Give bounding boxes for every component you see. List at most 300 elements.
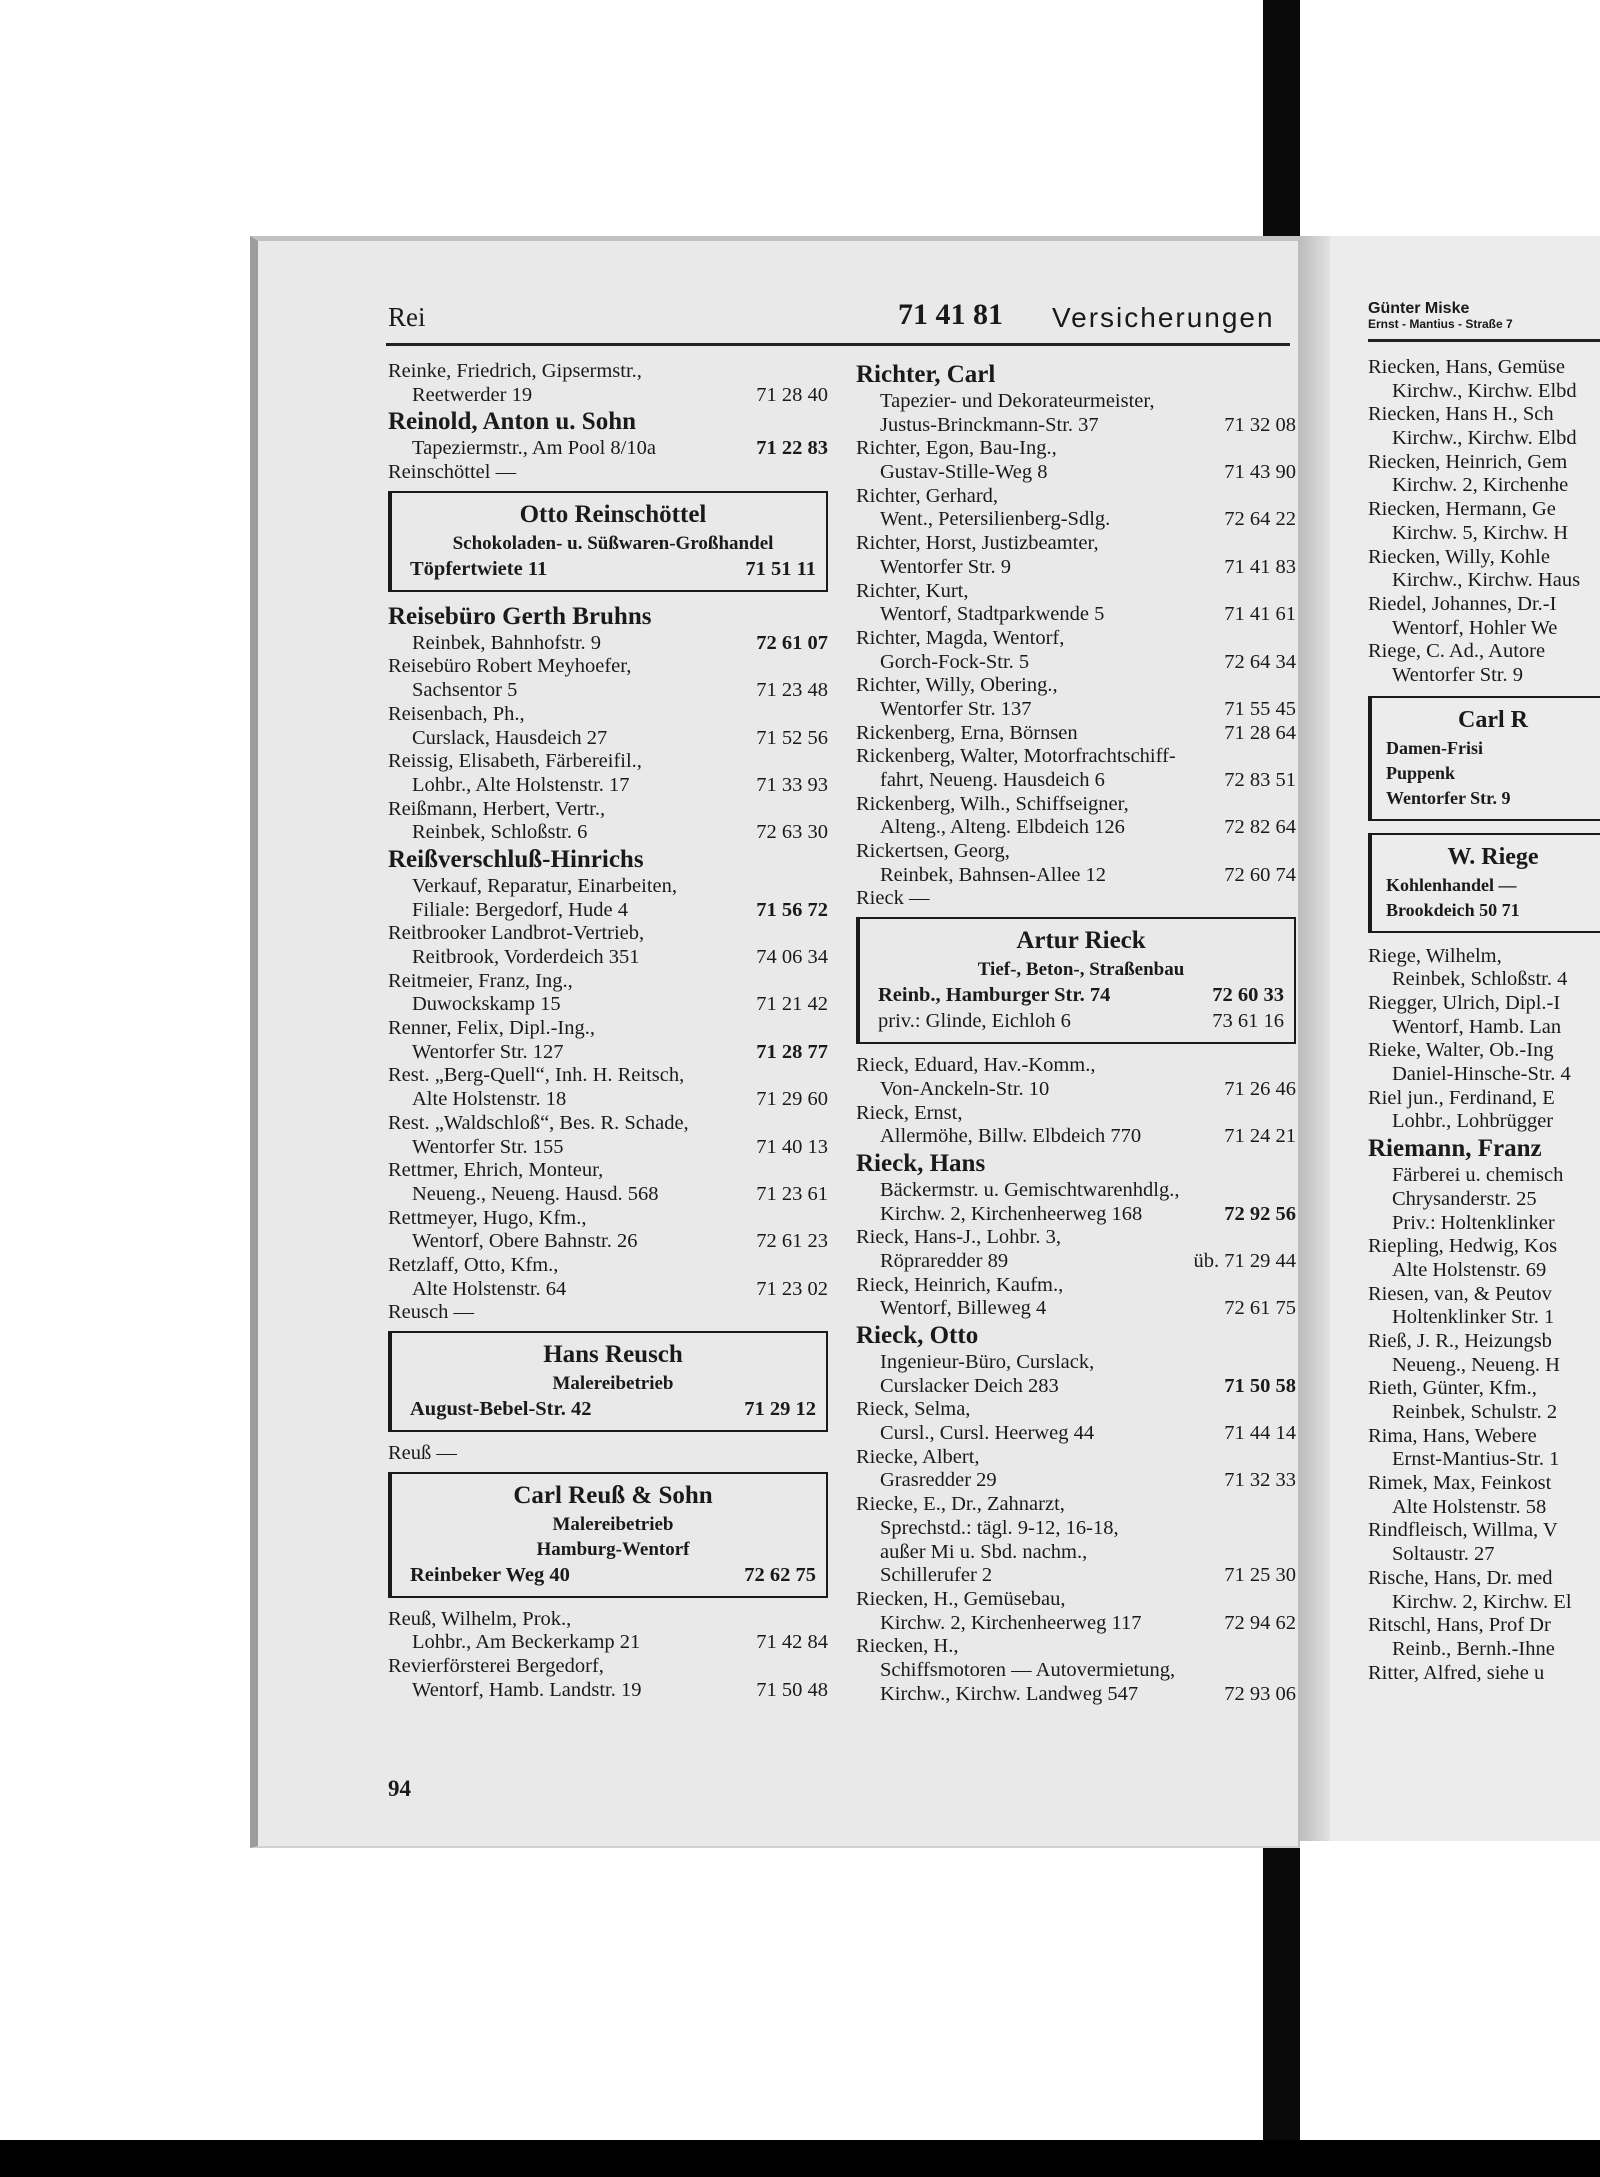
listing-line — [388, 1230, 828, 1254]
phone-number: 71 56 72 — [756, 898, 828, 921]
listing-text: Kirchw., Kirchw. Haus — [1392, 569, 1581, 592]
scan-border — [0, 2140, 1600, 2177]
listing-text: Riecken, Hermann, Ge — [1368, 498, 1556, 521]
listing-name: Rieck, Otto — [856, 1322, 979, 1349]
directory-entry — [388, 1442, 828, 1466]
listing-text: Grasredder 29 — [880, 1469, 997, 1492]
header-title: Versicherungen — [1052, 302, 1275, 333]
listing-text: Kirchw. 2, Kirchw. El — [1392, 1590, 1572, 1613]
listing-line — [388, 821, 828, 845]
listing-line — [856, 816, 1296, 840]
listing-line — [856, 508, 1296, 532]
listing-text: Rieth, Günter, Kfm., — [1368, 1377, 1537, 1400]
ad-phone: 71 51 11 — [745, 557, 816, 580]
ad-phone: 73 61 16 — [1212, 1010, 1284, 1033]
listing-text: Reisebüro Robert Meyhoefer, — [388, 655, 632, 678]
phone-number: 72 92 56 — [1224, 1202, 1296, 1225]
listing-text: Kirchw., Kirchw. Elbd — [1392, 379, 1577, 402]
directory-entry — [856, 1588, 1296, 1635]
listing-text: Justus-Brinckmann-Str. 37 — [880, 413, 1099, 436]
listing-line — [388, 1088, 828, 1112]
listing-text: Ernst-Mantius-Str. 1 — [1392, 1448, 1560, 1471]
advertisement-box — [388, 1331, 828, 1432]
directory-entry — [856, 1226, 1296, 1273]
ad-name: Carl R — [1458, 706, 1528, 733]
right-ad-carl — [1368, 696, 1600, 821]
phone-number: 71 28 40 — [756, 383, 828, 406]
phone-number: 71 33 93 — [756, 773, 828, 796]
listing-text: Cursl., Cursl. Heerweg 44 — [880, 1422, 1095, 1445]
page-gutter — [1300, 236, 1330, 1841]
listing-line — [856, 461, 1296, 485]
listing-text: Revierförsterei Bergedorf, — [388, 1655, 604, 1678]
ad-address: Töpfertwiete 11 — [410, 557, 548, 580]
listing-text: Curslack, Hausdeich 27 — [412, 726, 608, 749]
ad-subtitle: Malereibetrieb — [552, 1513, 674, 1535]
listing-line — [856, 698, 1296, 722]
right-ad-riege — [1368, 833, 1600, 933]
listing-line — [856, 556, 1296, 580]
listing-text: Gustav-Stille-Weg 8 — [880, 461, 1048, 484]
listing-text: Gorch-Fock-Str. 5 — [880, 650, 1030, 673]
ad-contact-line — [410, 556, 816, 582]
ad-phone: 72 62 75 — [744, 1563, 816, 1586]
listing-text: Holtenklinker Str. 1 — [1392, 1306, 1555, 1329]
listing-text: Alteng., Alteng. Elbdeich 126 — [880, 816, 1125, 839]
listing-text: Reinb., Bernh.-Ihne — [1392, 1637, 1555, 1660]
phone-number: 71 42 84 — [756, 1631, 828, 1654]
listing-text: fahrt, Neueng. Hausdeich 6 — [880, 769, 1105, 791]
header-phone-number: 71 41 81 — [898, 298, 1003, 331]
phone-number: 71 24 21 — [1224, 1125, 1296, 1148]
listing-text: Ritter, Alfred, siehe u — [1368, 1661, 1545, 1684]
listing-text: Wentorfer Str. 137 — [880, 697, 1032, 720]
phone-number: 71 22 83 — [756, 437, 828, 460]
listing-text: Retzlaff, Otto, Kfm., — [388, 1253, 559, 1276]
directory-entry — [388, 922, 828, 969]
right-page-column — [1368, 300, 1600, 1685]
directory-entry — [856, 580, 1296, 627]
directory-entry — [388, 1112, 828, 1159]
phone-number: 71 41 83 — [1224, 555, 1296, 578]
right-header-address: Ernst - Mantius - Straße 7 — [1368, 317, 1513, 331]
phone-number: 71 29 60 — [756, 1088, 828, 1111]
phone-number: 71 44 14 — [1224, 1422, 1296, 1445]
listing-text: Riecken, Hans H., Sch — [1368, 403, 1554, 426]
listing-line — [388, 384, 828, 408]
ad-contact-line — [410, 1562, 816, 1588]
phone-number: 74 06 34 — [756, 946, 828, 968]
listing-text: außer Mi u. Sbd. nachm., — [880, 1540, 1088, 1563]
ad-contact-line — [878, 982, 1284, 1008]
listing-text: Röpraredder 89 — [880, 1249, 1009, 1272]
listing-text: Reinbek, Bahnsen-Allee 12 — [880, 863, 1107, 886]
phone-number: 72 94 62 — [1224, 1611, 1296, 1634]
listing-line — [856, 769, 1296, 793]
listing-text: Rest. „Waldschloß“, Bes. R. Schade, — [388, 1111, 689, 1134]
ad-name: Otto Reinschöttel — [519, 500, 707, 528]
directory-entry — [856, 840, 1296, 887]
directory-entry — [388, 798, 828, 845]
directory-entry — [388, 970, 828, 1017]
listing-text: Curslacker Deich 283 — [880, 1374, 1059, 1397]
listing-text: Von-Anckeln-Str. 10 — [880, 1077, 1050, 1100]
ad-subtitle: Puppenk — [1386, 762, 1456, 783]
listing-text: Rieck, Heinrich, Kaufm., — [856, 1273, 1064, 1296]
directory-entry — [856, 1274, 1296, 1321]
directory-entry — [856, 745, 1296, 792]
directory-entry — [388, 461, 828, 485]
directory-entry — [856, 674, 1296, 721]
listing-text: Kirchw. 2, Kirchenheerweg 168 — [880, 1202, 1143, 1225]
listing-text: Wentorf, Stadtparkwende 5 — [880, 603, 1105, 626]
listing-line — [856, 864, 1296, 888]
directory-entry — [388, 1608, 828, 1655]
listing-text: Wentorf, Billeweg 4 — [880, 1297, 1047, 1320]
ad-address: priv.: Glinde, Eichloh 6 — [878, 1010, 1071, 1033]
phone-number: 72 61 07 — [756, 631, 828, 654]
listing-line — [388, 1679, 828, 1703]
listing-text: Rickenberg, Walter, Motorfrachtschiff- — [856, 745, 1176, 768]
ad-name: W. Riege — [1447, 843, 1539, 870]
phone-number: 71 25 30 — [1224, 1564, 1296, 1587]
listing-text: Reissig, Elisabeth, Färbereifil., — [388, 750, 642, 773]
listing-text: Riesen, van, & Peutov — [1368, 1282, 1552, 1305]
listing-line — [388, 774, 828, 798]
ad-address: August-Bebel-Str. 42 — [410, 1398, 592, 1420]
listing-text: Daniel-Hinsche-Str. 4 — [1392, 1063, 1571, 1086]
directory-entry — [388, 360, 828, 407]
right-entries-top — [1368, 356, 1600, 688]
listing-line — [388, 899, 828, 923]
ad-contact-line — [410, 1396, 816, 1422]
listing-line — [856, 1612, 1296, 1636]
listing-text: Lohbr., Lohbrügger — [1392, 1110, 1554, 1133]
phone-number: 71 43 90 — [1224, 461, 1296, 484]
listing-text: Rieck — — [856, 887, 930, 910]
listing-text: Wentorfer Str. 9 — [1392, 663, 1523, 686]
listing-text: Reitbrooker Landbrot-Vertrieb, — [388, 922, 645, 945]
listing-text: Kirchw., Kirchw. Elbd — [1392, 427, 1577, 450]
directory-entry — [388, 1017, 828, 1064]
listing-text: Reinbek, Schloßstr. 4 — [1392, 968, 1568, 991]
listing-text: Reitbrook, Vorderdeich 351 — [412, 946, 640, 968]
listing-line — [856, 722, 1296, 746]
phone-number: 71 23 61 — [756, 1182, 828, 1205]
left-column — [388, 360, 828, 1702]
listing-line — [856, 1078, 1296, 1102]
listing-text: Wentorfer Str. 155 — [412, 1135, 564, 1158]
listing-line — [856, 603, 1296, 627]
phone-number: 71 28 77 — [756, 1040, 828, 1063]
ad-contact-line — [878, 1008, 1284, 1034]
phone-number: 71 23 02 — [756, 1277, 828, 1300]
listing-line — [388, 1631, 828, 1655]
directory-entry — [388, 1207, 828, 1254]
listing-text: Rickertsen, Georg, — [856, 840, 1010, 863]
listing-text: Riecken, Hans, Gemüse — [1368, 356, 1565, 378]
phone-number: 72 83 51 — [1224, 769, 1296, 791]
listing-line — [388, 1041, 828, 1065]
listing-text: Neueng., Neueng. H — [1392, 1353, 1560, 1376]
ad-subtitle: Wentorfer Str. 9 — [1386, 787, 1511, 808]
ad-name: Artur Rieck — [1016, 927, 1146, 955]
listing-text: Riel jun., Ferdinand, E — [1368, 1086, 1555, 1109]
directory-entry — [856, 532, 1296, 579]
listing-text: Kirchw. 2, Kirchenheerweg 117 — [880, 1611, 1142, 1634]
listing-text: Rickenberg, Wilh., Schiffseigner, — [856, 792, 1129, 815]
phone-number: üb. 71 29 44 — [1193, 1249, 1296, 1272]
directory-entry — [856, 1321, 1296, 1398]
listing-name: Reisebüro Gerth Bruhns — [388, 602, 652, 630]
directory-entry — [856, 1149, 1296, 1226]
listing-text: Renner, Felix, Dipl.-Ing., — [388, 1017, 595, 1040]
advertisement-box — [388, 491, 828, 592]
phone-number: 72 61 75 — [1224, 1297, 1296, 1320]
listing-text: Reitmeier, Franz, Ing., — [388, 969, 573, 992]
listing-line — [856, 1469, 1296, 1493]
ad-name: Carl Reuß & Sohn — [513, 1481, 713, 1509]
listing-text: Riecken, Heinrich, Gem — [1368, 450, 1568, 473]
listing-text: Riepling, Hedwig, Kos — [1368, 1235, 1558, 1258]
phone-number: 71 32 33 — [1224, 1469, 1296, 1492]
listing-line — [856, 1125, 1296, 1149]
directory-entry — [856, 1398, 1296, 1445]
listing-text: Richter, Willy, Obering., — [856, 674, 1058, 697]
phone-number: 71 50 58 — [1224, 1374, 1296, 1397]
listing-text: Wentorfer Str. 9 — [880, 555, 1011, 578]
listing-text: Wentorf, Obere Bahnstr. 26 — [412, 1230, 638, 1253]
listing-text: Richter, Kurt, — [856, 579, 969, 602]
listing-text: Riegger, Ulrich, Dipl.-I — [1368, 992, 1561, 1014]
ad-phone: 71 29 12 — [744, 1398, 816, 1420]
listing-text: Kirchw., Kirchw. Landweg 547 — [880, 1682, 1139, 1705]
listing-text: Wentorf, Hohler We — [1392, 616, 1558, 639]
listing-text: Riedel, Johannes, Dr.-I — [1368, 592, 1557, 615]
listing-text: Riege, C. Ad., Autore — [1368, 640, 1546, 663]
listing-line — [856, 1564, 1296, 1588]
listing-line — [388, 993, 828, 1017]
listing-text: Reisenbach, Ph., — [388, 702, 525, 725]
listing-text: Tapeziermstr., Am Pool 8/10a — [412, 437, 656, 460]
running-head: Rei — [388, 302, 426, 332]
listing-text: Rettmeyer, Hugo, Kfm., — [388, 1206, 587, 1229]
ad-subtitle: Brookdeich 50 71 — [1386, 899, 1520, 920]
listing-text: Richter, Gerhard, — [856, 484, 999, 507]
listing-text: Wentorfer Str. 127 — [412, 1040, 564, 1063]
listing-text: Riege, Wilhelm, — [1368, 944, 1502, 967]
phone-number: 72 93 06 — [1224, 1682, 1296, 1705]
phone-number: 71 50 48 — [756, 1678, 828, 1701]
phone-number: 71 32 08 — [1224, 413, 1296, 436]
directory-entry — [388, 1159, 828, 1206]
listing-text: Riecken, H., — [856, 1635, 959, 1658]
listing-line — [388, 1136, 828, 1160]
phone-number: 71 28 64 — [1224, 721, 1296, 744]
listing-text: Färberei u. chemisch — [1392, 1164, 1564, 1187]
phone-number: 71 55 45 — [1224, 697, 1296, 720]
listing-text: Reinschöttel — — [388, 461, 517, 484]
listing-text: Rieck, Hans-J., Lohbr. 3, — [856, 1226, 1061, 1249]
listing-text: Riecke, Albert, — [856, 1445, 980, 1468]
directory-entry — [388, 1254, 828, 1301]
listing-text: Soltaustr. 27 — [1392, 1543, 1495, 1566]
listing-name: Richter, Carl — [856, 361, 996, 388]
listing-line — [856, 1422, 1296, 1446]
listing-text: Alte Holstenstr. 58 — [1392, 1495, 1547, 1518]
listing-text: Wentorf, Hamb. Landstr. 19 — [412, 1678, 642, 1701]
advertisement-box — [388, 1472, 828, 1598]
listing-line — [388, 679, 828, 703]
listing-name: Reinold, Anton u. Sohn — [388, 408, 637, 436]
listing-text: Rieck, Eduard, Hav.-Komm., — [856, 1054, 1096, 1077]
listing-line — [388, 727, 828, 751]
listing-line — [388, 437, 828, 461]
phone-number: 71 23 48 — [756, 679, 828, 702]
listing-line — [856, 651, 1296, 675]
listing-text: Rest. „Berg-Quell“, Inh. H. Reitsch, — [388, 1064, 685, 1087]
listing-text: Reinbek, Schulstr. 2 — [1392, 1401, 1558, 1423]
listing-text: Rieke, Walter, Ob.-Ing — [1368, 1039, 1554, 1062]
directory-entry — [856, 793, 1296, 840]
listing-text: Reuß — — [388, 1442, 457, 1464]
directory-entry — [388, 750, 828, 797]
phone-number: 72 64 34 — [1224, 650, 1296, 673]
listing-text: Duwockskamp 15 — [412, 993, 561, 1016]
phone-number: 72 61 23 — [756, 1230, 828, 1253]
directory-entry — [856, 1446, 1296, 1493]
directory-entry — [856, 722, 1296, 746]
listing-text: Reetwerder 19 — [412, 383, 533, 406]
listing-text: Alte Holstenstr. 69 — [1392, 1258, 1547, 1281]
listing-name: Rieck, Hans — [856, 1149, 986, 1177]
listing-text: Riecken, H., Gemüsebau, — [856, 1587, 1066, 1610]
directory-entry — [388, 1064, 828, 1111]
listing-text: Richter, Egon, Bau-Ing., — [856, 437, 1057, 460]
page-number: 94 — [388, 1776, 411, 1801]
directory-entry — [856, 1635, 1296, 1706]
ad-phone: 72 60 33 — [1212, 984, 1284, 1007]
listing-text: Tapezier- und Dekorateurmeister, — [880, 390, 1155, 412]
directory-entry — [856, 437, 1296, 484]
ad-subtitle: Kohlenhandel — — [1386, 874, 1517, 895]
listing-name: Reißverschluß-Hinrichs — [388, 845, 644, 873]
listing-line — [856, 1203, 1296, 1227]
listing-text: Bäckermstr. u. Gemischtwarenhdlg., — [880, 1178, 1180, 1201]
ad-address: Reinb., Hamburger Str. 74 — [878, 984, 1111, 1007]
listing-line — [388, 1278, 828, 1302]
listing-text: Sprechstd.: tägl. 9-12, 16-18, — [880, 1516, 1119, 1539]
listing-line — [856, 1683, 1296, 1707]
listing-text: Went., Petersilienberg-Sdlg. — [880, 508, 1111, 531]
listing-text: Alte Holstenstr. 64 — [412, 1277, 567, 1300]
phone-number: 72 82 64 — [1224, 816, 1296, 839]
listing-text: Reuß, Wilhelm, Prok., — [388, 1607, 572, 1630]
phone-number: 71 26 46 — [1224, 1077, 1296, 1100]
ad-subtitle: Tief-, Beton-, Straßenbau — [977, 959, 1185, 981]
directory-entry — [388, 845, 828, 922]
listing-text: Neueng., Neueng. Hausd. 568 — [412, 1182, 659, 1205]
phone-number: 71 40 13 — [756, 1135, 828, 1158]
directory-entry — [388, 1301, 828, 1325]
listing-text: Schillerufer 2 — [880, 1564, 993, 1587]
directory-entry — [856, 627, 1296, 674]
listing-text: Filiale: Bergedorf, Hude 4 — [412, 898, 628, 921]
listing-line — [388, 632, 828, 656]
ad-address: Reinbeker Weg 40 — [410, 1563, 570, 1586]
ad-subtitle: Schokoladen- u. Süßwaren-Großhandel — [452, 532, 774, 554]
listing-text: Reinbek, Schloßstr. 6 — [412, 821, 588, 844]
listing-text: Rieß, J. R., Heizungsb — [1368, 1329, 1552, 1352]
phone-number: 72 63 30 — [756, 821, 828, 844]
listing-text: Verkauf, Reparatur, Einarbeiten, — [412, 874, 677, 897]
listing-text: Richter, Magda, Wentorf, — [856, 626, 1065, 649]
directory-entry — [856, 1493, 1296, 1588]
listing-text: Kirchw. 5, Kirchw. H — [1392, 521, 1569, 544]
listing-text: Riecken, Willy, Kohle — [1368, 545, 1550, 568]
listing-line — [388, 946, 828, 970]
listing-text: Riecke, E., Dr., Zahnarzt, — [856, 1493, 1065, 1516]
listing-text: Lohbr., Am Beckerkamp 21 — [412, 1631, 641, 1654]
phone-number: 71 21 42 — [756, 993, 828, 1016]
directory-entry — [856, 887, 1296, 911]
ad-subtitle: Malereibetrieb — [552, 1373, 674, 1394]
listing-name: Riemann, Franz — [1368, 1135, 1542, 1163]
phone-number: 72 60 74 — [1224, 863, 1296, 886]
directory-entry — [856, 1102, 1296, 1149]
ad-subtitle: Hamburg-Wentorf — [536, 1538, 690, 1560]
listing-text: Rindfleisch, Willma, V — [1368, 1519, 1558, 1542]
listing-text: Rische, Hans, Dr. med — [1368, 1566, 1553, 1589]
directory-entry — [388, 1655, 828, 1702]
ad-name: Hans Reusch — [543, 1341, 683, 1368]
right-header-rule — [1368, 339, 1600, 342]
listing-text: Reinbek, Bahnhofstr. 9 — [412, 631, 602, 654]
middle-column — [856, 360, 1296, 1706]
directory-entry — [856, 485, 1296, 532]
ad-subtitle: Damen-Frisi — [1386, 737, 1483, 758]
listing-text: Reusch — — [388, 1301, 474, 1324]
listing-line — [856, 414, 1296, 438]
right-entries-bottom — [1368, 945, 1600, 1686]
directory-entry — [856, 1054, 1296, 1101]
listing-text: Lohbr., Alte Holstenstr. 17 — [412, 773, 630, 796]
listing-text: Ritschl, Hans, Prof Dr — [1368, 1614, 1551, 1637]
directory-entry — [388, 703, 828, 750]
listing-text: Rettmer, Ehrich, Monteur, — [388, 1159, 604, 1182]
listing-text: Kirchw. 2, Kirchenhe — [1392, 474, 1569, 497]
listing-line — [856, 1250, 1296, 1274]
listing-text: Priv.: Holtenklinker — [1392, 1211, 1555, 1234]
listing-text: Sachsentor 5 — [412, 679, 518, 702]
listing-text: Wentorf, Hamb. Lan — [1392, 1015, 1562, 1038]
listing-line — [856, 1297, 1296, 1321]
header-rule — [386, 343, 1290, 346]
listing-text: Rieck, Selma, — [856, 1398, 971, 1421]
listing-text: Alte Holstenstr. 18 — [412, 1088, 567, 1111]
listing-line — [856, 1375, 1296, 1399]
directory-entry — [388, 407, 828, 461]
listing-line — [388, 1183, 828, 1207]
phone-number: 71 41 61 — [1224, 603, 1296, 626]
listing-text: Reißmann, Herbert, Vertr., — [388, 797, 606, 820]
directory-entry — [388, 602, 828, 656]
listing-text: Richter, Horst, Justizbeamter, — [856, 532, 1099, 555]
right-header-name: Günter Miske — [1368, 300, 1470, 317]
phone-number: 71 52 56 — [756, 726, 828, 749]
listing-text: Rickenberg, Erna, Börnsen — [856, 721, 1078, 744]
listing-text: Schiffsmotoren — Autovermietung, — [880, 1658, 1176, 1681]
